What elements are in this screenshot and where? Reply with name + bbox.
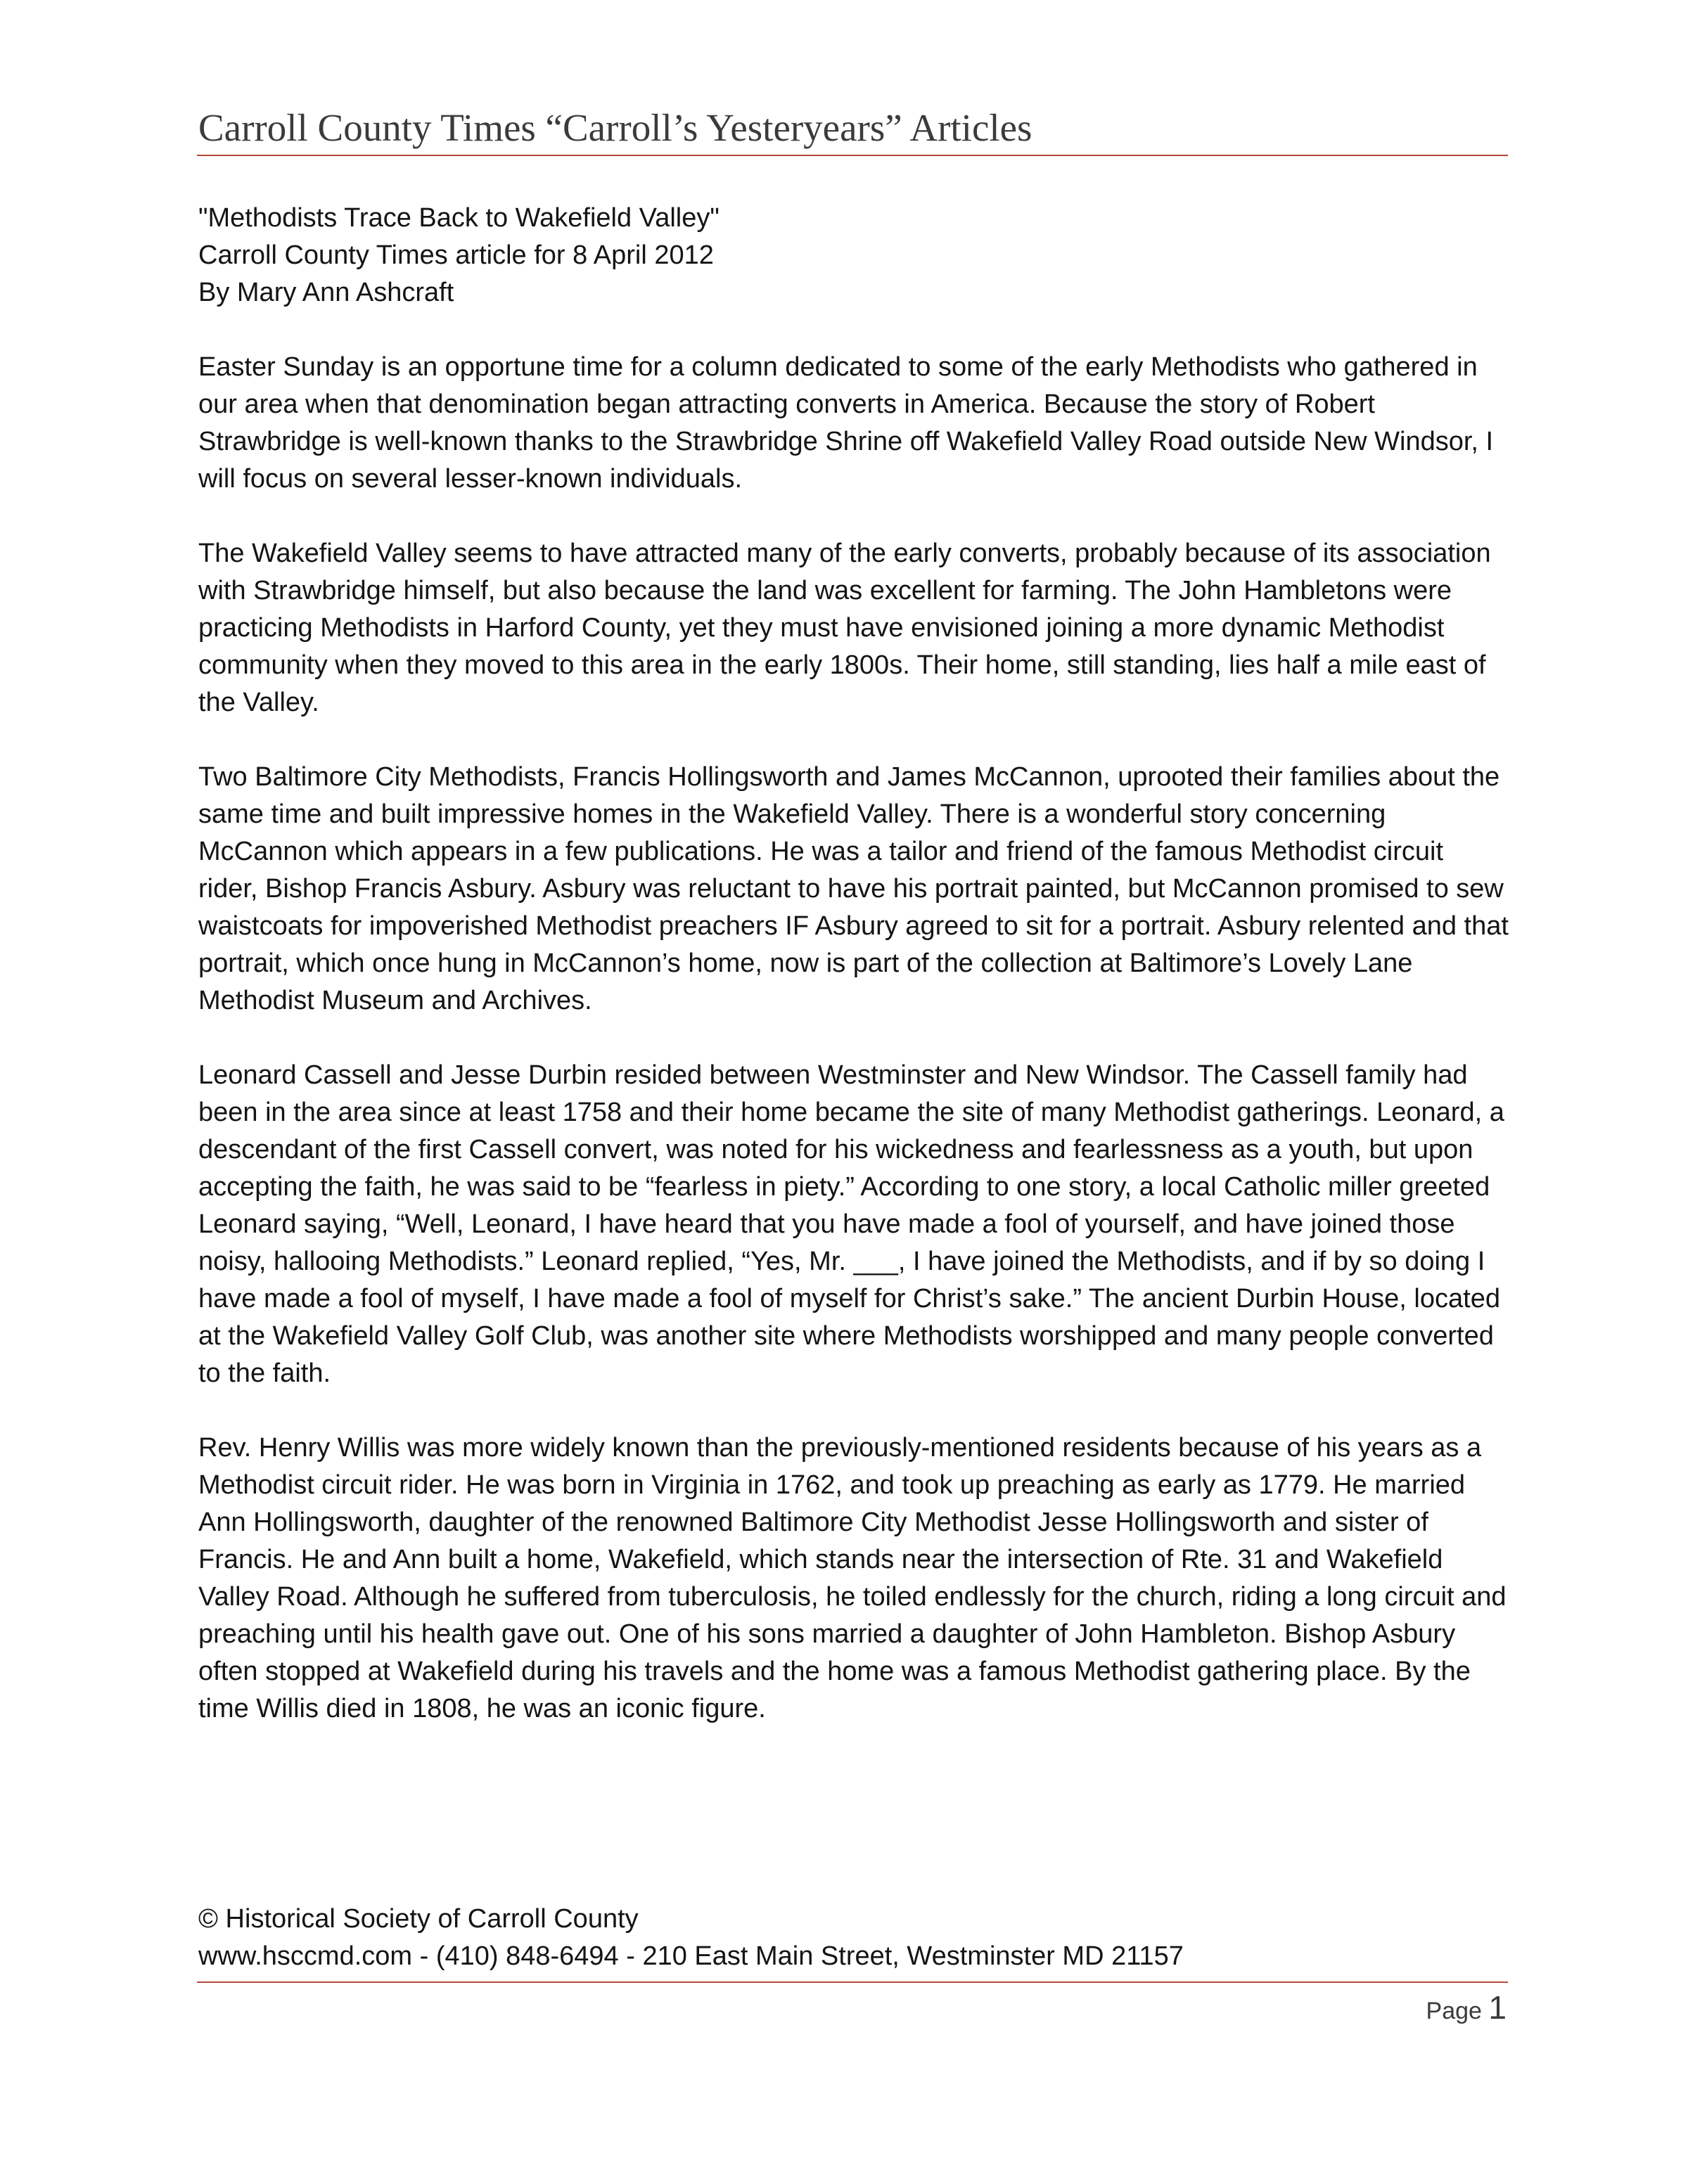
paragraph-5: Rev. Henry Willis was more widely known than the previously-mentioned residents because of his years as a Methodist circuit rider. He was born in Virginia in 1762, and took up preaching as early as 1779. He married Ann Hollingsworth, daughter of the renowned Baltimore City Methodist Jesse Hollingsworth and sister of Francis. He and Ann built a home, Wakefield, which stands near the intersection of Rte. 31 and Wakefield Valley Road. Although he suffered from tuberculosis, he toiled endlessly for the church, riding a long circuit and preaching until his health gave out. One of his sons married a daughter of John Hambleton. Bishop Asbury often stopped at Wakefield during his travels and the home was a famous Methodist gathering place. By the time Willis died in 1808, he was an iconic figure. [198, 1433, 1507, 1723]
page-footer [198, 1901, 1509, 1975]
article-title: "Methodists Trace Back to Wakefield Valley" [198, 203, 720, 233]
footer-rule [197, 1981, 1508, 1983]
footer-copyright: © Historical Society of Carroll County [198, 1904, 639, 1934]
article-body [198, 200, 1509, 1765]
page-number [1426, 1986, 1507, 2033]
running-header-title: Carroll County Times “Carroll’s Yesteryears” Articles [198, 106, 1032, 149]
paragraph-2: The Wakefield Valley seems to have attracted many of the early converts, probably because of its association with Strawbridge himself, but also because the land was excellent for farming. The John Hambletons were practicing Methodists in Harford County, yet they must have envisioned joining a more dynamic Methodist community when they moved to this area in the early 1800s. Their home, still standing, lies half a mile east of the Valley. [198, 539, 1491, 717]
paragraph-3: Two Baltimore City Methodists, Francis Hollingsworth and James McCannon, uprooted their families about the same time and built impressive homes in the Wakefield Valley. There is a wonderful story concerning McCannon which appears in a few publications. He was a tailor and friend of the famous Methodist circuit rider, Bishop Francis Asbury. Asbury was reluctant to have his portrait painted, but McCannon promised to sew waistcoats for impoverished Methodist preachers IF Asbury agreed to sit for a portrait. Asbury relented and that portrait, which once hung in McCannon’s home, now is part of the collection at Baltimore’s Lovely Lane Methodist Museum and Archives. [198, 762, 1509, 1015]
article-publication: Carroll County Times article for 8 April 2012 [198, 240, 714, 270]
page-number-value: 1 [1488, 1989, 1507, 2026]
article-meta [198, 200, 1509, 311]
header-rule [197, 155, 1508, 156]
paragraph-4: Leonard Cassell and Jesse Durbin resided between Westminster and New Windsor. The Cassell family had been in the area since at least 1758 and their home became the site of many Methodist gatherings. Leonard, a descendant of the first Cassell convert, was noted for his wickedness and fearlessness as a youth, but upon accepting the faith, he was said to be “fearless in piety.” According to one story, a local Catholic miller greeted Leonard saying, “Well, Leonard, I have heard that you have made a fool of yourself, and have joined those noisy, hallooing Methodists.” Leonard replied, “Yes, Mr. ___, I have joined the Methodists, and if by so doing I have made a fool of myself, I have made a fool of myself for Christ’s sake.” The ancient Durbin House, located at the Wakefield Valley Golf Club, was another site where Methodists worshipped and many people converted to the faith. [198, 1060, 1504, 1388]
footer-contact: www.hsccmd.com - (410) 848-6494 - 210 East Main Street, Westminster MD 21157 [198, 1941, 1184, 1971]
article-byline: By Mary Ann Ashcraft [198, 278, 454, 307]
page-label: Page [1426, 1998, 1482, 2024]
paragraph-1: Easter Sunday is an opportune time for a column dedicated to some of the early Methodists who gathered in our area when that denomination began attracting converts in America. Because the story of Robert Strawbridge is well-known thanks to the Strawbridge Shrine off Wakefield Valley Road outside New Windsor, I will focus on several lesser-known individuals. [198, 352, 1494, 494]
